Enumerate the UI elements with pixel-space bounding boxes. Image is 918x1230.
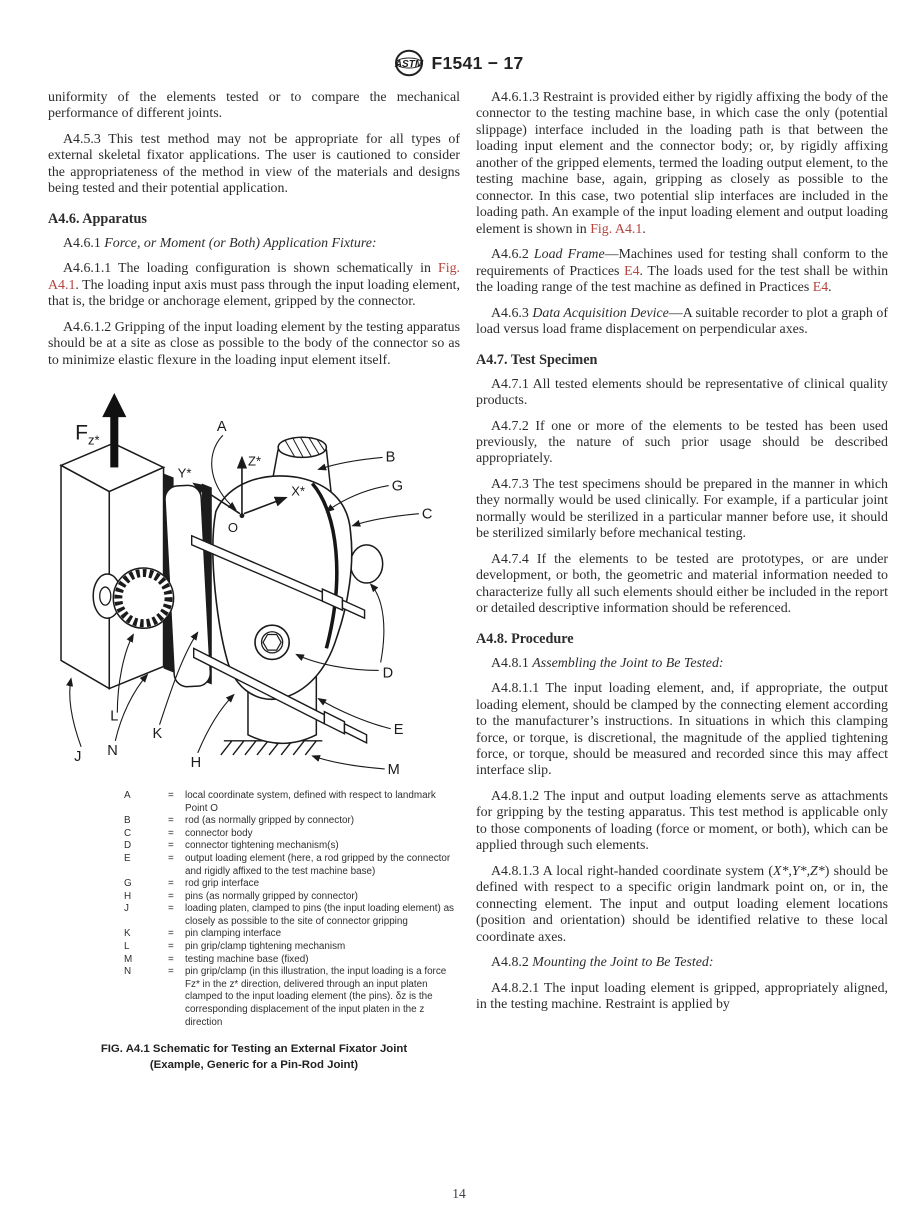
legend-key: M xyxy=(124,953,133,965)
legend-equals: = xyxy=(168,852,174,864)
figure-caption xyxy=(48,1042,460,1074)
part-label-e: E xyxy=(393,721,404,738)
legend-key: N xyxy=(124,966,132,978)
legend-key: C xyxy=(124,827,132,839)
part-label-k: K xyxy=(152,725,163,742)
practice-reference-link[interactable]: E4 xyxy=(624,263,640,279)
paragraph-a4-7-1 xyxy=(476,377,888,410)
section-heading-a4-7: A4.7. Test Specimen xyxy=(476,351,598,368)
paragraph-a4-7-2 xyxy=(476,419,888,468)
paragraph-text: . The loads used for the test shall be within the loading range of the test machine as defined in Practices xyxy=(476,263,889,296)
figure-legend xyxy=(124,790,460,1029)
figure-caption-line2: (Example, Generic for a Pin-Rod Joint) xyxy=(149,1059,359,1072)
paragraph-a4-8-1-2 xyxy=(476,789,888,855)
legend-key: A xyxy=(124,790,131,802)
legend-row xyxy=(124,903,460,928)
document-code: F1541 − 17 xyxy=(431,52,524,73)
legend-equals: = xyxy=(168,903,174,915)
figure-reference-link[interactable]: Fig. A4.1 xyxy=(48,261,460,293)
paragraph-a4-6-1 xyxy=(48,236,460,252)
part-label-m: M xyxy=(387,762,400,776)
section-heading-a4-8: A4.8. Procedure xyxy=(476,630,574,647)
legend-desc: testing machine base (fixed) xyxy=(185,953,309,965)
loading-platen-box xyxy=(61,443,164,688)
origin-point xyxy=(240,513,245,518)
paragraph-a4-6-1-2 xyxy=(48,320,460,369)
paragraph-text: A4.7.4 If the elements to be tested are prototypes, or are under development, or both, the geometric and material information needed to characterize fully all such elements should either be included in the report or detailed descriptive information should be referenced. xyxy=(476,551,888,617)
legend-equals: = xyxy=(168,878,174,890)
legend-equals: = xyxy=(168,928,174,940)
legend-row xyxy=(124,815,460,828)
legend-desc: output loading element (here, a rod gripped by the connector and rigidly affixed to the test machine base) xyxy=(185,852,451,877)
legend-row xyxy=(124,790,460,815)
legend-equals: = xyxy=(168,815,174,827)
practice-reference-link[interactable]: E4 xyxy=(812,280,829,296)
part-label-n: N xyxy=(107,742,118,759)
paragraph-intro xyxy=(48,90,460,123)
paragraph-text: . xyxy=(642,221,646,237)
paragraph-text: A4.8.1.3 A local right-handed coordinate system ( xyxy=(491,863,773,879)
legend-desc: pins (as normally gripped by connector) xyxy=(185,890,358,902)
axis-label-z: Z* xyxy=(247,453,262,469)
page-number: 14 xyxy=(452,1186,466,1201)
paragraph-text: —Machines used for testing shall conform to the requirements of Practices xyxy=(476,247,888,279)
section-title-italic: Force, or Moment (or Both) Application Fixture: xyxy=(104,235,377,251)
legend-desc: connector body xyxy=(185,827,253,839)
paragraph-text: . xyxy=(828,280,832,296)
coordinate-system-notation: X*,Y*,Z* xyxy=(773,863,825,879)
axis-label-x: X* xyxy=(291,483,305,499)
legend-equals: = xyxy=(168,941,174,953)
legend-row xyxy=(124,828,460,841)
legend-equals: = xyxy=(168,790,174,802)
legend-row xyxy=(124,853,460,878)
legend-desc: pin clamping interface xyxy=(185,928,282,940)
legend-row xyxy=(124,966,460,1029)
paragraph-a4-6-1-1 xyxy=(48,261,460,310)
legend-row xyxy=(124,878,460,891)
paragraph-text: A4.8.2.1 The input loading element is gripped, appropriately aligned, in the testing machine. Restraint is applied by xyxy=(476,980,888,1013)
legend-equals: = xyxy=(168,840,174,852)
paragraph-intro-text: uniformity of the elements tested or to compare the mechanical performance of different joints. xyxy=(48,90,460,122)
legend-key: H xyxy=(124,890,132,902)
legend-key: J xyxy=(124,903,129,915)
paragraph-text: A4.7.1 All tested elements should be representative of clinical quality products. xyxy=(476,376,888,409)
paragraph-a4-6-1-3 xyxy=(476,90,888,238)
paragraph-a4-7-4 xyxy=(476,552,888,618)
axis-label-y: Y* xyxy=(177,465,192,481)
paragraph-a4-8-1-1 xyxy=(476,681,888,780)
part-label-l: L xyxy=(110,708,119,725)
section-heading-a4-6: A4.6. Apparatus xyxy=(48,210,147,227)
legend-desc: rod grip interface xyxy=(185,878,260,890)
paragraph-text: A4.8.1.1 The input loading element, and, if appropriate, the output loading element, should be clamped by the connecting element according to the manufacturer’s instructions. In situations in which this clamping force, or torque, is discretional, the magnitude of the applied tightening force, or torque, should be measured and recorded since this may affect interface slip. xyxy=(476,681,888,779)
paragraph-a4-8-1 xyxy=(476,656,888,672)
astm-logo-icon xyxy=(394,48,424,78)
part-label-b: B xyxy=(385,449,396,466)
section-title-italic: Data Acquisition Device xyxy=(532,305,669,321)
legend-desc: connector tightening mechanism(s) xyxy=(185,840,339,852)
section-number: A4.8.1 xyxy=(491,655,533,671)
part-label-c: C xyxy=(421,506,433,523)
origin-label: O xyxy=(227,519,239,535)
fixator-joint-schematic xyxy=(50,383,454,775)
paragraph-a4-5-3-text: A4.5.3 This test method may not be appropriate for all types of external skeletal fixator applications. The user is cautioned to consider the appropriateness of the method in view of the materials and designs being tested and their potential application. xyxy=(48,131,460,197)
section-number: A4.6.2 xyxy=(491,247,534,263)
paragraph-text: . The loading input axis must pass through the input loading element, that is, the bridge or anchorage element, gripped by the connector. xyxy=(48,277,460,310)
legend-key: G xyxy=(124,878,132,890)
legend-key: B xyxy=(124,815,131,827)
paragraph-text: A4.6.1.1 The loading configuration is shown schematically in xyxy=(63,261,438,277)
legend-equals: = xyxy=(168,966,174,978)
legend-row xyxy=(124,941,460,954)
legend-key: K xyxy=(124,928,131,940)
legend-desc: pin grip/clamp (in this illustration, the input loading is a force Fz* in the z* direction, delivered through an input platen clamped to the input loading element (the pins). δz is the corresponding displacement of the input platen in the z direction xyxy=(185,966,447,1028)
paragraph-a4-8-2 xyxy=(476,955,888,971)
tightening-mechanism-bump xyxy=(351,545,383,583)
paragraph-a4-5-3 xyxy=(48,132,460,198)
paragraph-text: A4.8.1.2 The input and output loading elements serve as attachments for gripping by the testing apparatus. This test method is applicable only to those components of loading (force or moment, or both), which can be applied through such elements. xyxy=(476,788,888,854)
legend-desc: pin grip/clamp tightening mechanism xyxy=(185,941,346,953)
section-title-italic: Assembling the Joint to Be Tested: xyxy=(532,655,724,671)
svg-text:ASTM: ASTM xyxy=(395,59,424,70)
legend-row xyxy=(124,954,460,967)
paragraph-a4-8-1-3 xyxy=(476,864,888,946)
paragraph-text: A4.6.1.2 Gripping of the input loading element by the testing apparatus should be at a site as close as possible to the body of the connector so as to minimize elastic flexure in the loading input element itself. xyxy=(48,319,460,368)
section-number: A4.8.2 xyxy=(491,955,533,971)
paragraph-a4-7-3 xyxy=(476,477,888,543)
force-label: $F_{z*}$ xyxy=(75,421,100,448)
legend-equals: = xyxy=(168,827,174,839)
section-title-italic: Load Frame xyxy=(533,247,605,263)
paragraph-text: ) should be defined with respect to a specific origin landmark point on, or in, the connecting element. The input and output loading element locations (position and orientation) should be identified relative to these local coordinate axes. xyxy=(476,863,888,945)
part-label-g: G xyxy=(391,478,404,495)
legend-row xyxy=(124,840,460,853)
section-number: A4.6.1 xyxy=(63,235,105,251)
paragraph-a4-6-3 xyxy=(476,306,888,339)
figure-caption-line1: FIG. A4.1 Schematic for Testing an External Fixator Joint xyxy=(100,1043,408,1056)
paragraph-text: —A suitable recorder to plot a graph of load versus load frame displacement on perpendicular axes. xyxy=(476,305,888,338)
paragraph-text: A4.6.1.3 Restraint is provided either by rigidly affixing the body of the connector to the testing machine base, in which case the only (potential slippage) interface included in the loading path is that between the loading input element and the connector body; or, by rigidly affixing another of the gripped elements, termed the loading output element, to the testing machine base, again, gripping as closely as possible to the connector. In this case, two potential slip interfaces are included in the loading path. An example of the input loading element and output loading element is shown in xyxy=(476,90,888,237)
right-column xyxy=(476,90,888,1023)
section-number: A4.6.3 xyxy=(491,305,533,321)
part-label-d: D xyxy=(382,665,394,682)
legend-desc: loading platen, clamped to pins (the input loading element) as closely as possible to the site of connector gripping xyxy=(185,903,454,927)
page-header xyxy=(0,48,918,78)
legend-key: L xyxy=(124,941,130,953)
legend-row xyxy=(124,891,460,904)
legend-key: D xyxy=(124,840,132,852)
legend-equals: = xyxy=(168,890,174,902)
part-label-a: A xyxy=(216,419,227,436)
section-title-italic: Mounting the Joint to Be Tested: xyxy=(532,955,714,971)
legend-key: E xyxy=(124,852,131,864)
legend-equals: = xyxy=(168,953,174,965)
paragraph-a4-6-2 xyxy=(476,247,888,296)
legend-row xyxy=(124,928,460,941)
figure-a4-1 xyxy=(50,383,460,780)
legend-desc: local coordinate system, defined with respect to landmark Point O xyxy=(185,790,436,814)
left-column xyxy=(48,90,460,1074)
paragraph-a4-8-2-1 xyxy=(476,981,888,1014)
tightening-bolt xyxy=(255,625,289,659)
figure-reference-link[interactable]: Fig. A4.1 xyxy=(590,221,643,237)
legend-desc: rod (as normally gripped by connector) xyxy=(185,815,355,827)
part-label-h: H xyxy=(190,755,202,772)
part-label-j: J xyxy=(74,749,82,766)
paragraph-text: A4.7.2 If one or more of the elements to be tested has been used previously, the nature of such prior usage should be described appropriately. xyxy=(476,418,888,467)
paragraph-text: A4.7.3 The test specimens should be prepared in the manner in which they normally would be used clinically. For example, if a particular joint normally would be sterilized in a particular manner before use, it should be sterilized similarly before mechanical testing. xyxy=(476,476,888,542)
